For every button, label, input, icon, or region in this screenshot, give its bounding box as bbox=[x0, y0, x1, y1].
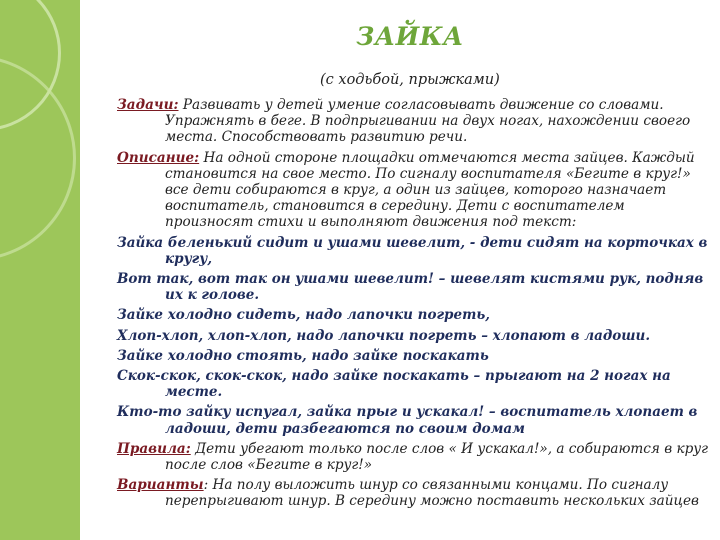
poem-line: Скок-скок, скок-скок, надо зайке поскакать – прыгают на 2 ногах на месте. bbox=[117, 368, 671, 401]
decorative-ring bbox=[0, 55, 76, 261]
tasks-text: Развивать у детей умение согласовывать движение со словами. Упражнять в беге. В подпрыгивании на двух ногах, нахождении своего места. Способствовать развитию речи. bbox=[165, 97, 691, 146]
poem-line: Зайка беленький сидит и ушами шевелит, - дети сидят на корточках в кругу, bbox=[117, 234, 708, 267]
game-description bbox=[117, 97, 709, 514]
page-title: ЗАЙКА bbox=[356, 22, 464, 51]
rules-paragraph bbox=[117, 441, 709, 473]
variants-paragraph bbox=[117, 477, 709, 509]
poem-line: Хлоп-хлоп, хлоп-хлоп, надо лапочки погреть – хлопают в ладоши. bbox=[117, 327, 651, 344]
page-subtitle: (с ходьбой, прыжками) bbox=[320, 72, 500, 88]
variants-label: Варианты bbox=[117, 477, 204, 494]
tasks-paragraph bbox=[117, 97, 709, 146]
decorative-sidebar bbox=[0, 0, 80, 540]
rules-label: Правила: bbox=[117, 440, 191, 457]
description-text: На одной стороне площадки отмечаются места зайцев. Каждый становится на свое место. По сигналу воспитателя «Бегите в круг!» все дети собираются в круг, а один из зайцев, которого назначает воспитатель, становится в середину. Дети с воспитателем произносят стихи и выполняют движения под текст: bbox=[165, 149, 695, 231]
description-paragraph bbox=[117, 150, 709, 231]
poem-line: Вот так, вот так он ушами шевелит! – шевелят кистями рук, подняв их к голове. bbox=[117, 271, 704, 304]
poem-line: Зайке холодно сидеть, надо лапочки погреть, bbox=[117, 307, 490, 324]
rules-text: Дети убегают только после слов « И ускакал!», а собираются в круг после слов «Бегите в круг!» bbox=[165, 440, 709, 474]
variants-text: : На полу выложить шнур со связанными концами. По сигналу перепрыгивают шнур. В середину можно поставить нескольких зайцев bbox=[165, 477, 699, 510]
poem-line: Зайке холодно стоять, надо зайке поскакать bbox=[117, 347, 489, 364]
tasks-label: Задачи: bbox=[117, 97, 179, 113]
poem-line: Кто-то зайку испугал, зайка прыг и ускакал! – воспитатель хлопает в ладоши, дети разбегаются по своим домам bbox=[117, 404, 698, 437]
description-label: Описание: bbox=[117, 149, 200, 166]
